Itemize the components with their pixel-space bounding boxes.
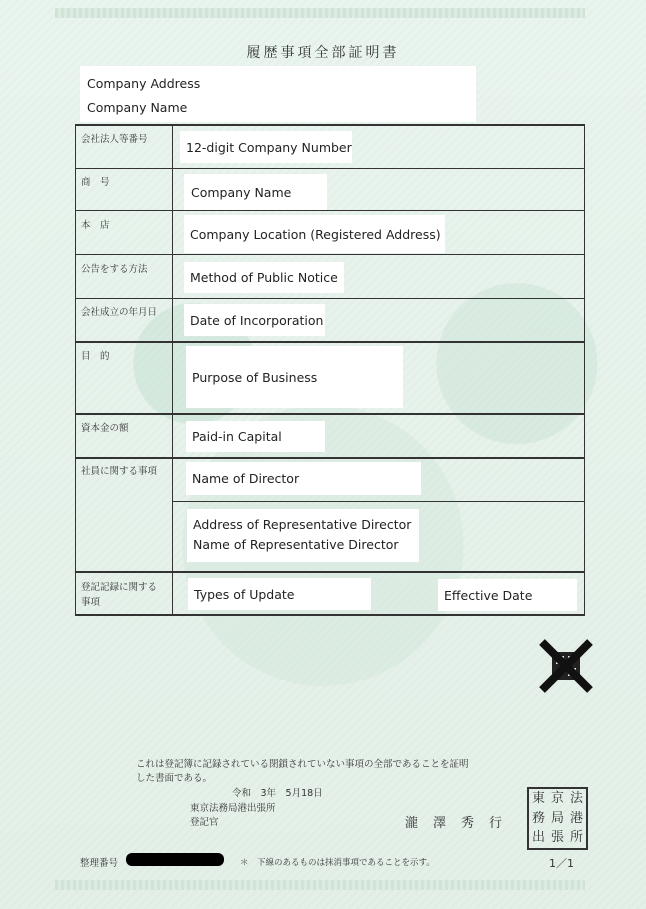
reference-number-label: 整理番号: [80, 858, 119, 869]
crossed-seal-icon: [538, 638, 594, 694]
stamp-char: 法: [569, 791, 583, 806]
document-title: 履歴事項全部証明書: [246, 45, 400, 61]
table-border: [75, 124, 585, 126]
registered-address-value: Company Location (Registered Address): [184, 215, 445, 253]
company-name-header: Company Name: [87, 100, 188, 115]
stamp-char: 京: [550, 791, 564, 806]
row-label: 公告をする方法: [81, 264, 148, 275]
table-border: [584, 124, 585, 616]
bottom-border-pattern: [55, 880, 585, 890]
issue-date: 令和 3年 5月18日: [232, 788, 323, 799]
row-subdivider: [172, 501, 585, 502]
row-label: 社員に関する事項: [81, 466, 158, 477]
issuing-office: 東京法務局港出張所: [190, 803, 276, 814]
row-label: 登記記録に関する: [81, 582, 158, 593]
row-label: 商 号: [81, 177, 110, 188]
stamp-char: 東: [531, 791, 545, 806]
row-divider: [75, 254, 585, 255]
representative-name: Name of Representative Director: [193, 537, 399, 552]
row-divider: [75, 168, 585, 169]
footnote: ＊ 下線のあるものは抹消事項であることを示す。: [240, 858, 435, 868]
stamp-char: 出: [531, 830, 545, 846]
update-type-value: Types of Update: [188, 578, 371, 610]
row-label: 本 店: [81, 220, 110, 231]
director-name-value: Name of Director: [186, 462, 421, 495]
row-divider: [75, 298, 585, 299]
public-notice-value: Method of Public Notice: [184, 262, 344, 293]
stamp-char: 局: [550, 810, 564, 826]
stamp-char: 所: [569, 830, 583, 846]
row-divider: [75, 457, 585, 459]
incorporation-date-value: Date of Incorporation: [184, 304, 325, 336]
header-box: [80, 66, 476, 122]
registrar-name: 瀧 澤 秀 行: [405, 816, 504, 831]
table-border: [75, 124, 76, 616]
top-border-pattern: [55, 8, 585, 18]
business-purpose-value: Purpose of Business: [186, 346, 403, 408]
row-label: 会社法人等番号: [81, 134, 148, 145]
company-number-value: 12-digit Company Number: [180, 131, 352, 163]
company-address: Company Address: [87, 76, 201, 91]
representative-address: Address of Representative Director: [193, 517, 412, 532]
column-divider: [172, 124, 173, 616]
company-name-value: Company Name: [184, 174, 327, 210]
stamp-char: 務: [531, 810, 545, 826]
certification-statement: した書面である。: [136, 773, 213, 784]
paid-in-capital-value: Paid-in Capital: [186, 421, 325, 452]
representative-director-box: [187, 509, 419, 562]
official-seal-stamp: [527, 787, 588, 850]
row-label: 資本金の額: [81, 423, 129, 434]
stamp-char: 港: [569, 810, 583, 826]
stamp-char: 張: [550, 830, 564, 846]
redacted-reference-number: [126, 853, 224, 866]
certification-statement: これは登記簿に記録されている閉鎖されていない事項の全部であることを証明: [136, 759, 469, 770]
page-number: 1／1: [549, 857, 574, 870]
row-label: 目 的: [81, 351, 110, 362]
row-label: 事項: [81, 597, 101, 608]
row-divider: [75, 413, 585, 415]
effective-date-value: Effective Date: [438, 579, 577, 611]
row-divider: [75, 210, 585, 211]
table-border: [75, 614, 585, 616]
row-divider: [75, 571, 585, 573]
row-label: 会社成立の年月日: [81, 307, 158, 318]
registrar-title: 登記官: [190, 817, 219, 828]
row-divider: [75, 341, 585, 343]
